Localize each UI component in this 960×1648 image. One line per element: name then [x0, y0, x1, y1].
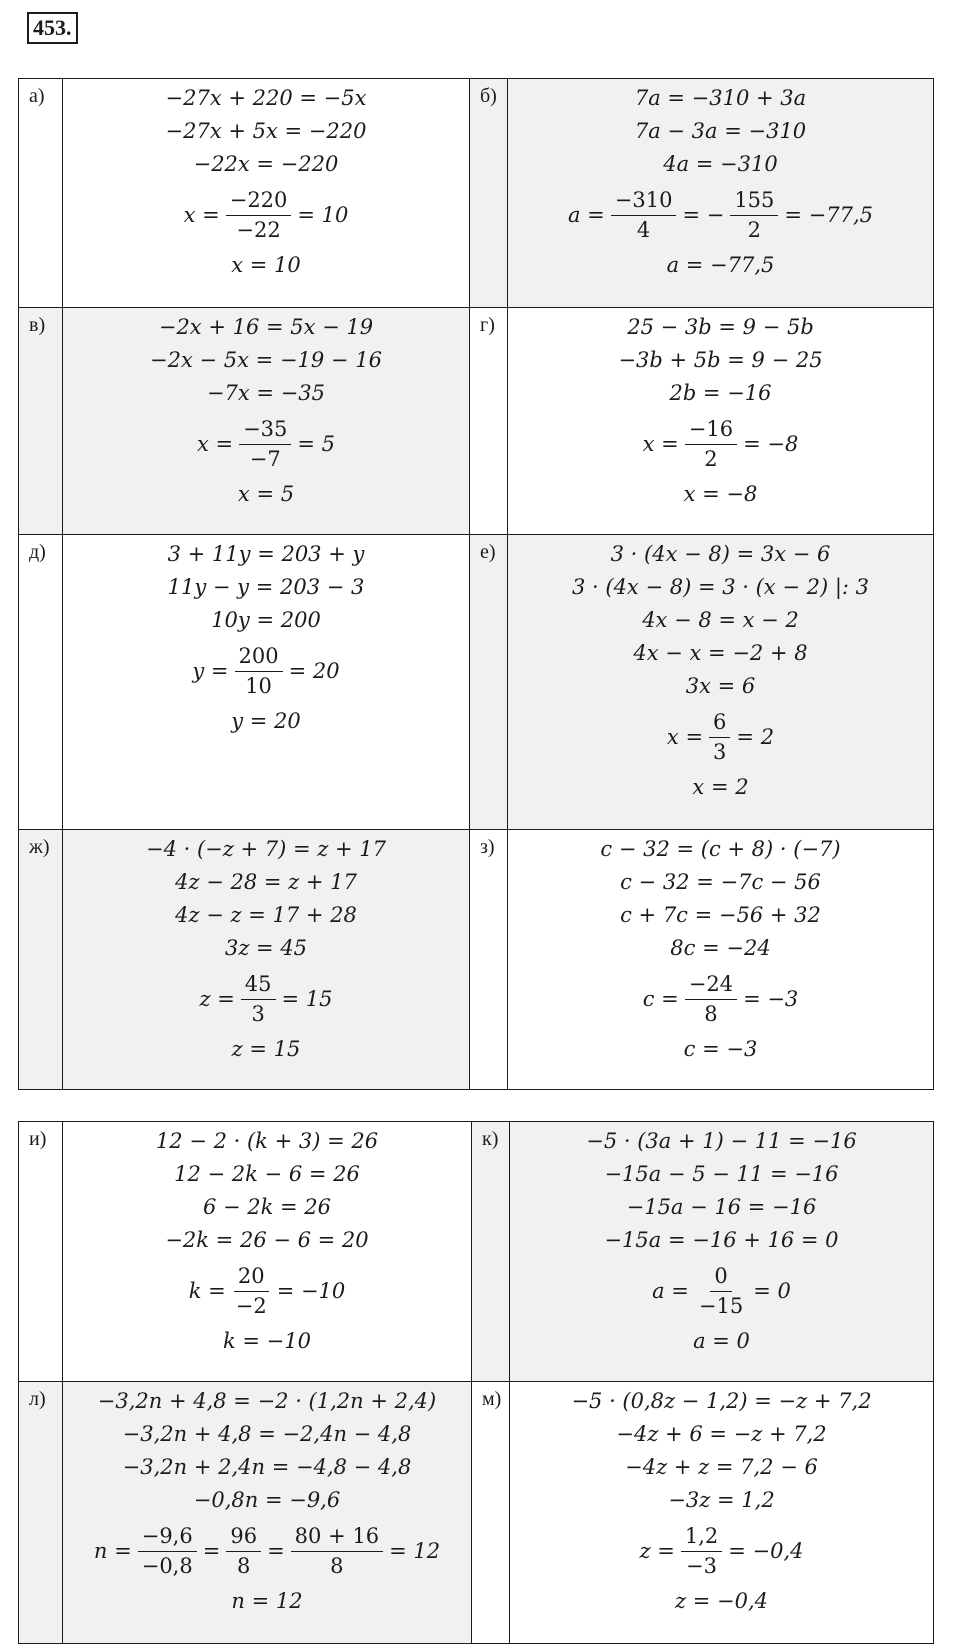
equation-line: 4x − x = −2 + 8: [633, 641, 808, 665]
equation-line: 12 − 2k − 6 = 26: [174, 1162, 360, 1186]
equation-segment: x =: [642, 432, 679, 456]
equation-line: −3,2n + 4,8 = −2,4n − 4,8: [122, 1422, 412, 1446]
equation-line: −2x − 5x = −19 − 16: [150, 348, 382, 372]
fraction-numerator: −16: [685, 415, 737, 445]
fraction: [685, 970, 737, 1029]
fraction: [226, 1522, 261, 1581]
equation-line: 4z − z = 17 + 28: [175, 903, 357, 927]
exercise-label: и): [19, 1122, 63, 1382]
equation-line: 6 − 2k = 26: [202, 1195, 332, 1219]
fraction: [730, 186, 778, 245]
equation-line: −27x + 220 = −5x: [165, 86, 367, 110]
equation-segment: y =: [192, 659, 229, 683]
fraction-numerator: 96: [226, 1522, 261, 1552]
solution-cell: [63, 79, 470, 308]
equation-segment: = 15: [281, 987, 333, 1011]
equation-line: 3 · (4x − 8) = 3 · (x − 2) |: 3: [571, 575, 869, 599]
equation-segment: x =: [666, 725, 704, 749]
fraction-line: [510, 1259, 933, 1323]
fraction: [685, 415, 737, 474]
fraction-denominator: −15: [698, 1293, 744, 1318]
equation-segment: c =: [642, 987, 679, 1011]
equation-line: −0,8n = −9,6: [193, 1488, 341, 1512]
fraction-line: [508, 967, 933, 1031]
exercise-label: з): [470, 830, 508, 1090]
fraction-denominator: −0,8: [141, 1553, 193, 1578]
fraction-line: [63, 412, 469, 476]
equation-line: c − 32 = (c + 8) · (−7): [600, 837, 841, 861]
fraction: [241, 970, 276, 1029]
equation-segment: = 12: [389, 1539, 441, 1563]
solution-cell: [508, 308, 934, 535]
equation-line: −3b + 5b = 9 − 25: [618, 348, 823, 372]
equation-line: 11y − y = 203 − 3: [167, 575, 365, 599]
problem-number: 453.: [27, 12, 78, 44]
exercise-label: к): [472, 1122, 510, 1382]
fraction: [709, 708, 730, 767]
solution-cell: [508, 79, 934, 308]
fraction-numerator: −310: [611, 186, 677, 216]
equation-line: −3,2n + 4,8 = −2 · (1,2n + 2,4): [97, 1389, 437, 1413]
equation-line: 7a = −310 + 3a: [634, 86, 807, 110]
equation-line: 7a − 3a = −310: [634, 119, 807, 143]
fraction: [235, 642, 283, 701]
equation-line: −15a − 5 − 11 = −16: [604, 1162, 839, 1186]
equation-segment: k =: [188, 1279, 226, 1303]
fraction-line: [63, 639, 469, 703]
equation-segment: = 20: [288, 659, 340, 683]
fraction-numerator: −35: [239, 415, 291, 445]
fraction-numerator: 200: [235, 642, 283, 672]
exercise-label: г): [470, 308, 508, 535]
fraction-denominator: 8: [237, 1553, 251, 1578]
equation-segment: = 0: [753, 1279, 791, 1303]
solution-cell: [63, 535, 470, 830]
fraction-numerator: −220: [226, 186, 292, 216]
fraction-line: [508, 412, 933, 476]
fraction: [226, 186, 292, 245]
solution-cell: [510, 1122, 934, 1382]
equation-line: k = −10: [223, 1329, 311, 1353]
equation-segment: = −0,4: [728, 1539, 804, 1563]
fraction-denominator: 3: [251, 1001, 265, 1026]
equation-segment: a =: [652, 1279, 689, 1303]
equation-segment: z =: [639, 1539, 675, 1563]
solution-cell: [508, 830, 934, 1090]
fraction-line: [508, 183, 933, 247]
fraction-line: [63, 967, 469, 1031]
equation-line: −3,2n + 2,4n = −4,8 − 4,8: [122, 1455, 412, 1479]
fraction-denominator: 3: [713, 739, 727, 764]
equation-segment: = 10: [297, 203, 349, 227]
fraction-line: [510, 1519, 933, 1583]
solutions-table-1: [18, 78, 934, 1090]
equation-line: −2x + 16 = 5x − 19: [158, 315, 374, 339]
equation-line: 25 − 3b = 9 − 5b: [627, 315, 814, 339]
fraction-line: [63, 183, 469, 247]
fraction: [232, 1262, 271, 1321]
equation-line: x = 10: [231, 253, 301, 277]
equation-line: 3z = 45: [224, 936, 308, 960]
equation-line: x = 2: [692, 775, 749, 799]
fraction-line: [508, 705, 933, 769]
equation-line: a = −77,5: [666, 253, 775, 277]
equation-segment: = −: [682, 203, 725, 227]
equation-segment: =: [202, 1539, 221, 1563]
exercise-label: б): [470, 79, 508, 308]
fraction-numerator: 6: [709, 708, 730, 738]
exercise-label: л): [19, 1382, 63, 1644]
solution-row: [19, 308, 934, 535]
equation-segment: n =: [93, 1539, 132, 1563]
equation-segment: z =: [199, 987, 235, 1011]
solution-row: [19, 1122, 934, 1382]
equation-line: n = 12: [231, 1589, 303, 1613]
equation-segment: = 2: [736, 725, 775, 749]
equation-line: 3x = 6: [685, 674, 756, 698]
equation-line: 4z − 28 = z + 17: [175, 870, 357, 894]
equation-line: x = 5: [237, 482, 295, 506]
fraction: [681, 1522, 722, 1581]
fraction-numerator: −9,6: [138, 1522, 197, 1552]
equation-line: 2b = −16: [669, 381, 772, 405]
equation-segment: =: [267, 1539, 285, 1563]
fraction-numerator: 1,2: [681, 1522, 722, 1552]
equation-line: −22x = −220: [193, 152, 339, 176]
equation-line: −5 · (0,8z − 1,2) = −z + 7,2: [571, 1389, 872, 1413]
solution-cell: [63, 1382, 472, 1644]
equation-line: z = −0,4: [674, 1589, 768, 1613]
fraction: [138, 1522, 197, 1581]
fraction-denominator: −7: [249, 446, 281, 471]
exercise-label: м): [472, 1382, 510, 1644]
fraction-denominator: −2: [235, 1293, 267, 1318]
fraction-denominator: 2: [747, 217, 762, 242]
fraction: [239, 415, 291, 474]
solution-cell: [510, 1382, 934, 1644]
equation-line: −7x = −35: [206, 381, 326, 405]
solutions-table-2: [18, 1121, 934, 1644]
equation-line: 3 · (4x − 8) = 3x − 6: [610, 542, 831, 566]
equation-segment: = −8: [743, 432, 799, 456]
solution-cell: [508, 535, 934, 830]
equation-line: −15a = −16 + 16 = 0: [604, 1228, 839, 1252]
equation-line: c = −3: [683, 1037, 758, 1061]
fraction: [611, 186, 677, 245]
equation-line: 8c = −24: [670, 936, 771, 960]
equation-line: −27x + 5x = −220: [165, 119, 367, 143]
equation-line: −2k = 26 − 6 = 20: [165, 1228, 369, 1252]
equation-line: −4 · (−z + 7) = z + 17: [145, 837, 386, 861]
fraction-denominator: 10: [245, 673, 272, 698]
equation-line: x = −8: [683, 482, 758, 506]
fraction-numerator: 155: [730, 186, 778, 216]
fraction-line: [63, 1259, 471, 1323]
equation-line: y = 20: [231, 709, 301, 733]
equation-line: z = 15: [231, 1037, 301, 1061]
fraction-numerator: 45: [241, 970, 276, 1000]
fraction-denominator: −22: [236, 217, 281, 242]
exercise-label: в): [19, 308, 63, 535]
exercise-label: д): [19, 535, 63, 830]
solution-cell: [63, 308, 470, 535]
fraction-numerator: 80 + 16: [291, 1522, 383, 1552]
fraction-denominator: 8: [704, 1001, 718, 1026]
exercise-label: е): [470, 535, 508, 830]
equation-line: 3 + 11y = 203 + y: [167, 542, 365, 566]
solution-row: [19, 1382, 934, 1644]
fraction-denominator: 4: [636, 217, 651, 242]
equation-line: 4a = −310: [663, 152, 778, 176]
equation-line: 12 − 2 · (k + 3) = 26: [155, 1129, 379, 1153]
equation-line: −5 · (3a + 1) − 11 = −16: [586, 1129, 857, 1153]
exercise-label: а): [19, 79, 63, 308]
equation-segment: x =: [183, 203, 220, 227]
equation-line: −4z + z = 7,2 − 6: [625, 1455, 818, 1479]
equation-segment: = −77,5: [784, 203, 874, 227]
solution-row: [19, 535, 934, 830]
fraction-denominator: −3: [686, 1553, 718, 1578]
fraction-line: [63, 1519, 471, 1583]
equation-segment: = −3: [743, 987, 799, 1011]
equation-segment: = 5: [297, 432, 336, 456]
equation-line: c + 7c = −56 + 32: [620, 903, 821, 927]
equation-segment: x =: [196, 432, 234, 456]
equation-line: −4z + 6 = −z + 7,2: [616, 1422, 827, 1446]
fraction-denominator: 8: [330, 1553, 344, 1578]
solution-row: [19, 830, 934, 1090]
fraction-numerator: 20: [234, 1262, 269, 1292]
fraction-denominator: 2: [704, 446, 718, 471]
fraction: [291, 1522, 383, 1581]
equation-line: c − 32 = −7c − 56: [620, 870, 821, 894]
equation-line: 4x − 8 = x − 2: [642, 608, 799, 632]
fraction-numerator: 0: [710, 1262, 731, 1292]
exercise-label: ж): [19, 830, 63, 1090]
equation-line: a = 0: [693, 1329, 750, 1353]
fraction-numerator: −24: [685, 970, 737, 1000]
equation-line: −15a − 16 = −16: [626, 1195, 817, 1219]
equation-segment: = −10: [276, 1279, 346, 1303]
equation-line: 10y = 200: [211, 608, 321, 632]
fraction: [695, 1262, 747, 1321]
solution-cell: [63, 830, 470, 1090]
equation-segment: a =: [567, 203, 605, 227]
equation-line: −3z = 1,2: [668, 1488, 775, 1512]
solution-cell: [63, 1122, 472, 1382]
solution-row: [19, 79, 934, 308]
